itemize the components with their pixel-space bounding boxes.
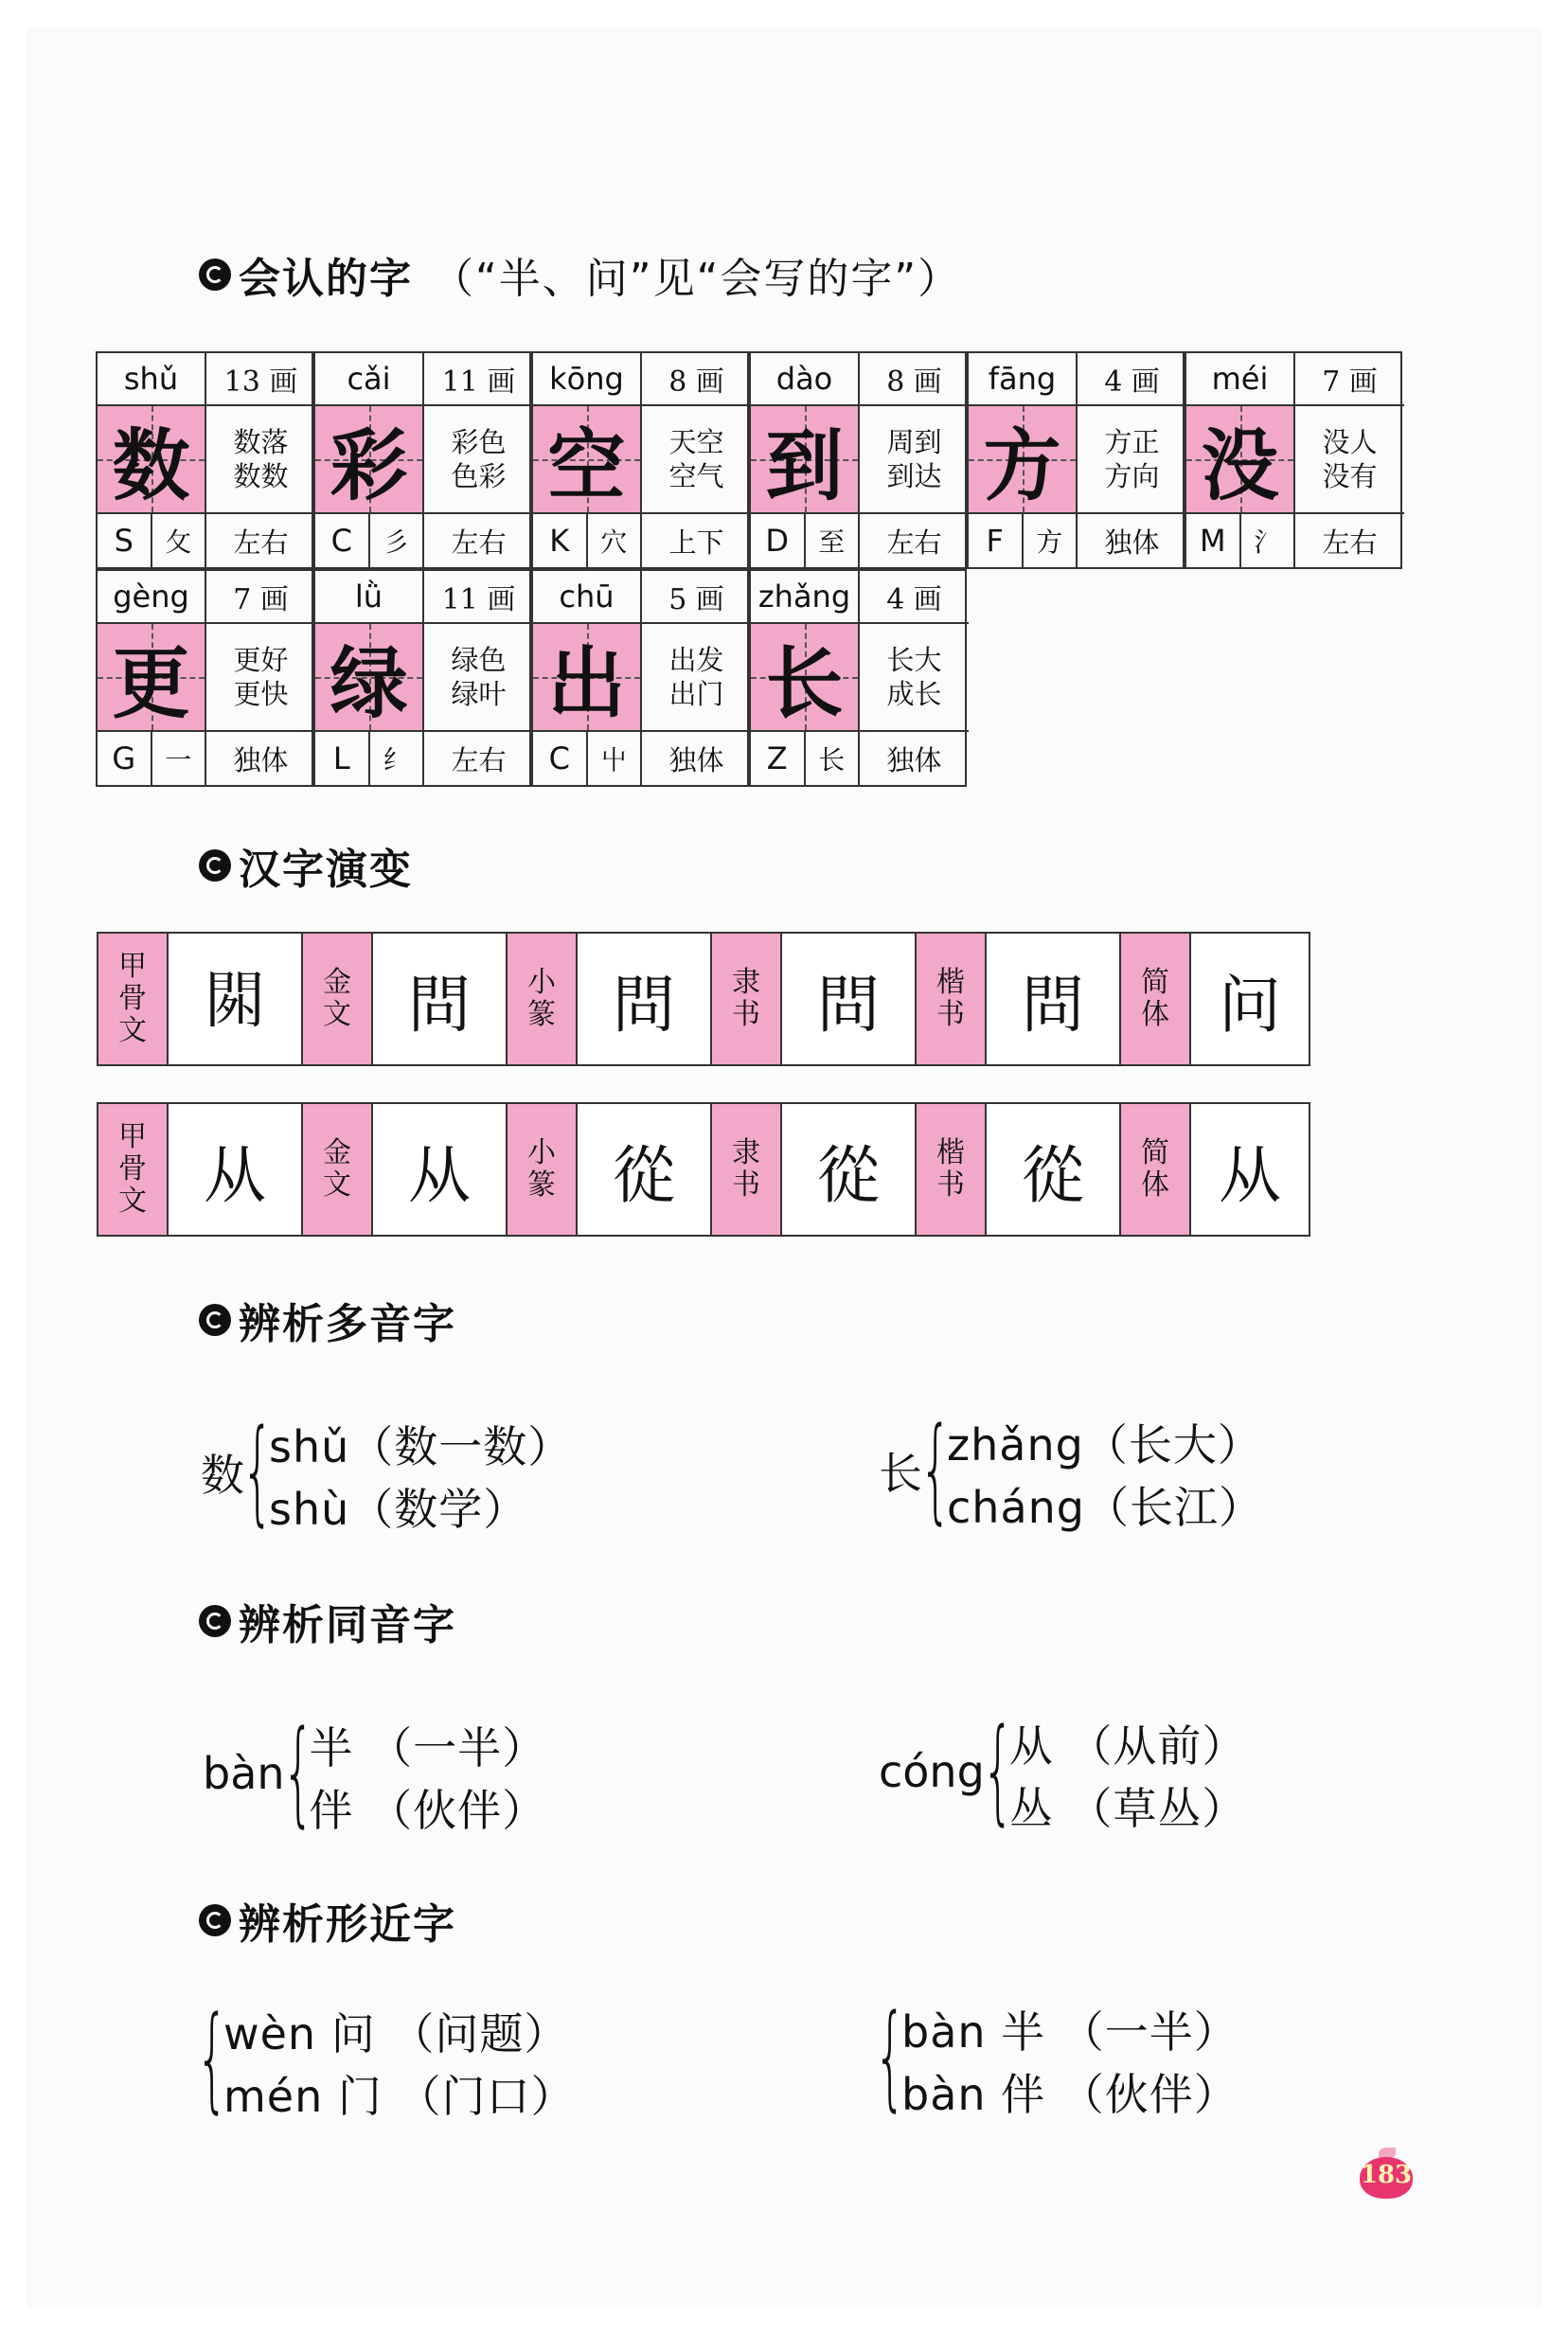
char-initial: G	[98, 732, 152, 785]
script-label-char: 甲	[118, 950, 147, 983]
word-line: 从 （从前）	[1008, 1720, 1247, 1772]
char-radical: 彡	[383, 526, 410, 558]
script-glyph: 從	[578, 1104, 712, 1235]
bullet-icon	[199, 1304, 231, 1336]
char-initial: Z	[751, 732, 806, 785]
char-structure: 独体	[233, 743, 289, 776]
bullet-icon	[199, 258, 231, 291]
char-stroke-count: 13 画	[206, 353, 315, 406]
script-label-char: 简	[1141, 966, 1169, 999]
char-words	[206, 406, 315, 514]
char-initial-radical	[98, 732, 206, 785]
char-radical: 长	[818, 744, 846, 775]
char-pinyin: dào	[751, 353, 860, 406]
similar-group-2	[873, 1991, 1238, 2123]
char-word: 绿色	[451, 644, 507, 676]
script-label-char: 骨	[118, 1152, 147, 1185]
script-glyph: 从	[1219, 1138, 1281, 1212]
char-glyph	[533, 406, 642, 514]
char-initial: C	[315, 514, 370, 567]
script-glyph: 𨳿	[169, 934, 303, 1064]
char-glyph-text: 出	[547, 637, 626, 729]
char-glyph	[98, 406, 206, 514]
section-title-text: 会认的字	[239, 255, 413, 303]
char-stroke-count: 11 画	[424, 571, 533, 624]
script-label	[712, 934, 782, 1064]
char-word: 彩色	[451, 426, 507, 458]
char-radical: 屮	[600, 744, 628, 775]
char-initial-radical	[1186, 514, 1295, 567]
char-initial-radical	[98, 514, 206, 567]
script-label	[917, 1104, 987, 1235]
similar-group-1	[195, 1993, 576, 2125]
char-initial-radical	[751, 732, 860, 785]
script-label-char: 小	[527, 1136, 556, 1169]
char-glyph	[315, 406, 424, 514]
evolution-row-wen	[97, 932, 1310, 1066]
char-card	[531, 351, 749, 569]
page-number	[1356, 2148, 1415, 2201]
script-label	[508, 934, 578, 1064]
char-glyph-text: 绿	[330, 637, 408, 729]
char-word: 更快	[233, 678, 289, 710]
script-glyph: 从	[169, 1104, 303, 1235]
char-initial-radical	[751, 514, 860, 567]
char-glyph	[969, 406, 1078, 514]
script-glyph: 從	[987, 1104, 1121, 1235]
char-glyph	[751, 624, 860, 732]
char-words	[860, 624, 969, 732]
char-words	[206, 624, 315, 732]
script-label-char: 书	[936, 1168, 965, 1202]
page-number-text: 183	[1360, 2161, 1413, 2189]
script-label-char: 小	[527, 966, 556, 999]
char-card	[96, 351, 313, 569]
reading-line: shù（数学）	[269, 1484, 528, 1535]
char-word: 数数	[233, 460, 289, 492]
script-glyph: 問	[578, 934, 712, 1064]
script-label	[303, 1104, 373, 1235]
script-label	[508, 1104, 578, 1235]
brace-icon: {	[981, 1705, 1014, 1837]
char-card	[967, 351, 1185, 569]
char-glyph-text: 方	[983, 419, 1061, 511]
word-line: 半 （一半）	[309, 1722, 547, 1774]
char-word: 没有	[1322, 460, 1378, 492]
char-word: 成长	[886, 678, 942, 710]
script-label-char: 文	[118, 1014, 147, 1047]
script-label-char: 体	[1141, 1168, 1169, 1202]
char-glyph-text: 数	[112, 419, 190, 511]
group-head: cóng	[879, 1746, 985, 1797]
char-pinyin: fāng	[969, 353, 1078, 406]
char-initial-radical	[533, 514, 642, 567]
char-initial-radical	[533, 732, 642, 785]
char-radical: 氵	[1254, 526, 1281, 558]
char-glyph-text: 到	[765, 419, 844, 511]
char-table-row-2	[97, 570, 1403, 787]
word-line: mén 门 （门口）	[223, 2071, 576, 2122]
script-label-char: 书	[936, 998, 965, 1031]
script-label	[1121, 934, 1191, 1064]
char-stroke-count: 7 画	[206, 571, 315, 624]
brace-icon: {	[918, 1404, 953, 1536]
char-radical: 方	[1036, 526, 1063, 558]
char-card	[749, 351, 967, 569]
char-pinyin: méi	[1186, 353, 1295, 406]
char-radical: 纟	[383, 744, 410, 775]
section-note: （“半、问”见“会写的字”）	[432, 255, 962, 303]
char-stroke-count: 8 画	[642, 353, 751, 406]
char-words	[642, 624, 751, 732]
script-label-char: 文	[323, 1168, 351, 1202]
word-line: bàn 半 （一半）	[901, 2006, 1238, 2058]
char-radical: 至	[818, 526, 846, 558]
char-card	[96, 569, 313, 787]
group-head: bàn	[203, 1748, 285, 1799]
char-pinyin: cǎi	[315, 353, 424, 406]
char-words	[860, 406, 969, 514]
char-word: 色彩	[451, 460, 507, 492]
brace-icon: {	[195, 1993, 229, 2125]
script-glyph: 問	[373, 934, 508, 1064]
char-word: 出门	[668, 678, 724, 710]
word-line: 伴 （伙伴）	[309, 1785, 547, 1836]
char-structure: 左右	[451, 743, 507, 776]
brace-icon: {	[241, 1406, 275, 1538]
brace-icon: {	[873, 1991, 907, 2123]
script-label	[303, 934, 373, 1064]
evolution-row-cong	[97, 1102, 1310, 1237]
char-initial: K	[533, 514, 588, 567]
group-head: 长	[879, 1448, 922, 1499]
homophone-group-1	[203, 1707, 547, 1839]
char-words	[642, 406, 751, 514]
script-glyph: 问	[1219, 968, 1281, 1042]
char-stroke-count: 11 画	[424, 353, 533, 406]
char-card	[749, 569, 967, 787]
char-card	[531, 569, 749, 787]
word-line: 丛 （草丛）	[1008, 1783, 1247, 1834]
script-label-char: 金	[323, 966, 351, 999]
char-glyph	[751, 406, 860, 514]
polyphone-group-1	[201, 1406, 573, 1538]
script-label	[98, 1104, 169, 1235]
char-stroke-count: 7 画	[1295, 353, 1404, 406]
word-line: bàn 伴 （伙伴）	[901, 2069, 1238, 2120]
section-title-text: 辨析同音字	[239, 1601, 456, 1649]
section-title-text: 辨析形近字	[239, 1900, 456, 1949]
char-glyph	[533, 624, 642, 732]
script-label-char: 体	[1141, 998, 1169, 1031]
char-initial: M	[1186, 514, 1241, 567]
script-label	[917, 934, 987, 1064]
char-words	[424, 624, 533, 732]
char-initial: C	[533, 732, 588, 785]
char-initial: L	[315, 732, 370, 785]
reading-line: cháng（长江）	[947, 1482, 1263, 1533]
script-label-char: 楷	[936, 966, 965, 999]
script-label	[98, 934, 169, 1064]
char-initial: S	[98, 514, 152, 567]
char-structure: 左右	[886, 526, 942, 559]
char-structure: 独体	[886, 743, 942, 776]
script-label-char: 金	[323, 1136, 351, 1169]
char-word: 数落	[233, 426, 289, 458]
char-radical: 一	[165, 744, 192, 775]
brace-icon: {	[281, 1707, 314, 1839]
char-initial: D	[751, 514, 806, 567]
char-initial-radical	[969, 514, 1078, 567]
script-glyph: 從	[782, 1104, 917, 1235]
char-structure: 上下	[668, 526, 724, 559]
char-pinyin: kōng	[533, 353, 642, 406]
char-glyph-text: 彩	[330, 419, 408, 511]
char-words	[424, 406, 533, 514]
reading-line: shǔ（数一数）	[269, 1421, 573, 1472]
char-word: 周到	[886, 426, 942, 458]
char-glyph-text: 空	[547, 419, 626, 511]
char-words	[1078, 406, 1186, 514]
char-pinyin: shǔ	[98, 353, 206, 406]
char-radical: 穴	[600, 526, 628, 558]
char-pinyin: zhǎng	[751, 571, 860, 624]
section-title-homophone	[199, 1591, 456, 1651]
char-stroke-count: 4 画	[1078, 353, 1186, 406]
word-line: wèn 问 （问题）	[223, 2008, 569, 2059]
script-label-char: 书	[732, 1168, 760, 1202]
script-label-char: 文	[323, 998, 351, 1031]
char-word: 绿叶	[451, 678, 507, 710]
char-stroke-count: 4 画	[860, 571, 969, 624]
section-title-text: 辨析多音字	[239, 1300, 456, 1348]
char-word: 出发	[668, 644, 724, 676]
bullet-icon	[199, 849, 231, 882]
homophone-group-2	[879, 1705, 1247, 1837]
script-label-char: 甲	[118, 1120, 147, 1153]
script-glyph: 問	[987, 934, 1121, 1064]
char-words	[1295, 406, 1404, 514]
char-structure: 独体	[668, 743, 724, 776]
char-initial-radical	[315, 732, 424, 785]
script-glyph: 从	[373, 1104, 508, 1235]
char-glyph-text: 长	[765, 637, 844, 729]
char-glyph	[1186, 406, 1295, 514]
char-word: 方向	[1104, 460, 1160, 492]
char-pinyin: lǜ	[315, 571, 424, 624]
section-title-text: 汉字演变	[239, 846, 413, 894]
char-pinyin: chū	[533, 571, 642, 624]
script-label-char: 隶	[732, 1136, 760, 1169]
char-initial: F	[969, 514, 1024, 567]
char-word: 没人	[1322, 426, 1378, 458]
char-word: 到达	[886, 460, 942, 492]
script-label-char: 骨	[118, 982, 147, 1015]
char-table-row-1	[97, 352, 1403, 569]
char-card	[313, 569, 531, 787]
script-label-char: 书	[732, 998, 760, 1031]
char-word: 空气	[668, 460, 724, 492]
script-glyph: 問	[782, 934, 917, 1064]
bullet-icon	[199, 1904, 231, 1936]
char-glyph-text: 更	[112, 637, 190, 729]
char-word: 长大	[886, 644, 942, 676]
script-label-char: 篆	[527, 998, 556, 1031]
script-label	[1121, 1104, 1191, 1235]
char-word: 更好	[233, 644, 289, 676]
script-label-char: 隶	[732, 966, 760, 999]
section-title-evolution	[199, 835, 413, 896]
char-glyph	[98, 624, 206, 732]
char-card	[1185, 351, 1402, 569]
char-structure: 独体	[1104, 526, 1160, 559]
script-label-char: 文	[118, 1185, 147, 1218]
char-glyph-text: 没	[1201, 419, 1279, 511]
section-title-similar	[199, 1890, 456, 1951]
section-title-polyphone	[199, 1290, 456, 1350]
char-word: 方正	[1104, 426, 1160, 458]
reading-line: zhǎng（长大）	[947, 1419, 1262, 1471]
char-initial-radical	[315, 514, 424, 567]
char-structure: 左右	[451, 526, 507, 559]
script-label-char: 简	[1141, 1136, 1169, 1169]
bullet-icon	[199, 1605, 231, 1637]
script-label-char: 楷	[936, 1136, 965, 1169]
char-word: 天空	[668, 426, 724, 458]
script-label	[712, 1104, 782, 1235]
char-structure: 左右	[233, 526, 289, 559]
char-pinyin: gèng	[98, 571, 206, 624]
char-stroke-count: 8 画	[860, 353, 969, 406]
polyphone-group-2	[879, 1404, 1263, 1536]
char-radical: 攵	[165, 526, 192, 558]
group-head: 数	[201, 1450, 244, 1501]
section-title-recognize	[199, 244, 961, 305]
char-structure: 左右	[1322, 526, 1378, 559]
char-glyph	[315, 624, 424, 732]
script-label-char: 篆	[527, 1168, 556, 1202]
char-card	[313, 351, 531, 569]
char-stroke-count: 5 画	[642, 571, 751, 624]
